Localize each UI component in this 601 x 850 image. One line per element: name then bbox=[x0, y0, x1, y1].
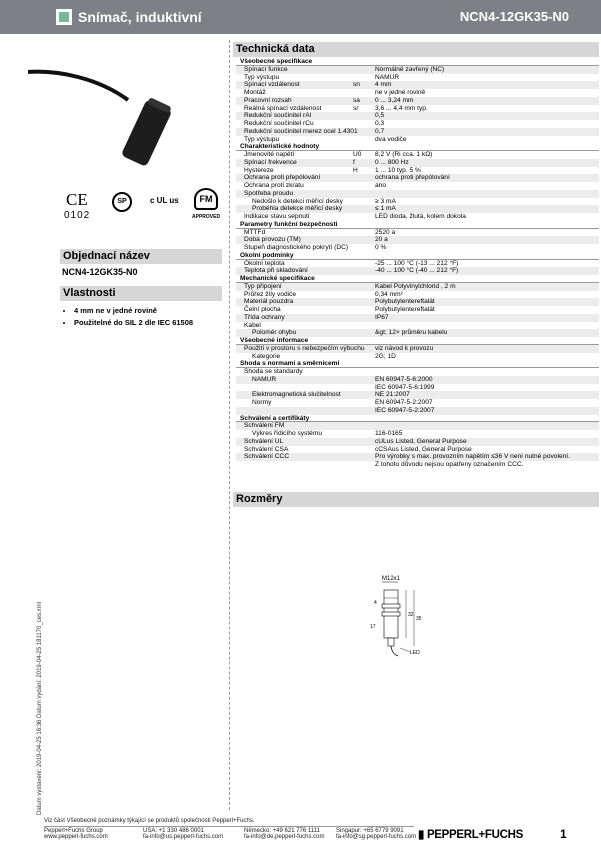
row-value: cCSAus Listed, General Purpose bbox=[375, 445, 472, 453]
side-issue-date: Datum vystavení: 2019-04-25 16:36 Datum vydání: 2019-04-25 181170_ces.xml bbox=[37, 601, 43, 815]
row-value: Z tohoto důvodu nejsou opatřeny označením CCC. bbox=[375, 461, 524, 468]
fm-approved: APPROVED bbox=[192, 214, 221, 220]
row-value: NAMUR bbox=[375, 73, 400, 81]
table-row bbox=[236, 376, 599, 384]
table-row bbox=[236, 345, 599, 353]
row-value: LED dioda, žlutá, kolem dokola bbox=[375, 213, 466, 220]
table-row bbox=[236, 167, 599, 175]
row-value: NE 21:2007 bbox=[375, 391, 410, 399]
row-label: Nedošlo k detekci měřicí desky bbox=[252, 197, 343, 205]
row-value: 116-0165 bbox=[375, 430, 403, 437]
table-row bbox=[236, 81, 599, 89]
row-label: Ochrana proti zkratu bbox=[244, 182, 304, 189]
table-row bbox=[236, 399, 599, 407]
table-row bbox=[236, 236, 599, 244]
row-label: Montáž bbox=[244, 89, 266, 96]
row-label: MTTFd bbox=[244, 228, 266, 236]
row-value: 1 ... 10 typ. 5 % bbox=[375, 166, 421, 174]
table-row bbox=[236, 128, 599, 136]
footer-col bbox=[336, 828, 416, 840]
row-value: 0,34 mm² bbox=[375, 290, 403, 298]
table-row bbox=[236, 391, 599, 399]
row-symbol: sa bbox=[353, 96, 360, 104]
row-value: 4 mm bbox=[375, 81, 392, 89]
row-label: Třída ochrany bbox=[244, 313, 285, 321]
row-symbol: sr bbox=[353, 104, 359, 112]
row-label: Doba provozu (TM) bbox=[244, 236, 301, 244]
table-row bbox=[236, 267, 599, 275]
ce-number: 0102 bbox=[64, 210, 91, 221]
csa-mark-icon: SP bbox=[112, 192, 132, 212]
footer-link[interactable]: fa-info@sg.pepperl-fuchs.com bbox=[336, 834, 417, 840]
table-row bbox=[236, 430, 599, 438]
dims-heading: Rozměry bbox=[233, 492, 599, 507]
table-row bbox=[236, 74, 599, 82]
footer-line: Pepperl+Fuchs Group bbox=[44, 828, 103, 834]
row-label: Ochrana proti přepólování bbox=[244, 174, 321, 182]
row-value: dva vodiče bbox=[375, 135, 407, 143]
dimension-drawing bbox=[362, 570, 452, 660]
column-divider bbox=[229, 40, 230, 810]
row-symbol: sn bbox=[353, 81, 360, 89]
row-label: Elektromagnetická slučitelnost bbox=[252, 391, 341, 399]
row-label: Spínací frekvence bbox=[244, 158, 297, 166]
dim-17: 17 bbox=[370, 624, 376, 630]
row-value: 2G; 1D bbox=[375, 352, 396, 360]
row-value: 0,7 bbox=[375, 127, 385, 135]
table-row bbox=[236, 407, 599, 415]
row-value: cULus Listed, General Purpose bbox=[375, 437, 467, 445]
footer-link[interactable]: fa-info@de.pepperl-fuchs.com bbox=[244, 834, 325, 840]
row-label: Všeobecné informace bbox=[240, 337, 309, 344]
header-model: NCN4-12GK35-N0 bbox=[459, 9, 569, 24]
table-row bbox=[236, 329, 599, 337]
table-row bbox=[236, 461, 599, 469]
logo-text: PEPPERL+FUCHS bbox=[426, 829, 524, 841]
row-label: Výkres řídicího systému bbox=[252, 430, 322, 437]
row-value: Pro výrobky s max. provozním napětím ≤36 V není nutné povolení. bbox=[375, 453, 570, 461]
features-list bbox=[74, 306, 193, 327]
dim-led: LED bbox=[410, 650, 420, 656]
row-label: Schválení CCC bbox=[244, 453, 290, 461]
header-title: Snímač, induktivní bbox=[78, 9, 202, 25]
table-section-row bbox=[236, 252, 599, 260]
row-label: Proběhla detekce měřicí desky bbox=[252, 205, 343, 213]
table-row bbox=[236, 446, 599, 454]
table-row bbox=[236, 353, 599, 361]
table-row bbox=[236, 105, 599, 113]
row-value: ≤ 1 mA bbox=[375, 205, 396, 213]
tech-heading: Technická data bbox=[233, 42, 599, 57]
row-label: Spínací funkce bbox=[244, 65, 288, 73]
row-label: Materiál pouzdra bbox=[244, 298, 294, 306]
row-value: -25 ... 100 °C (-13 ... 212 °F) bbox=[375, 259, 459, 267]
row-symbol: f bbox=[353, 158, 355, 166]
row-value: Polybutylentereftalát bbox=[375, 306, 435, 313]
table-row bbox=[236, 112, 599, 120]
row-value: Polybutylentereftalát bbox=[375, 298, 435, 306]
row-label: Pracovní rozsah bbox=[244, 96, 292, 104]
footer-line: Německo: +49 621 776 1111 bbox=[244, 828, 320, 834]
table-row bbox=[236, 306, 599, 314]
row-label: Normy bbox=[252, 399, 272, 406]
table-row bbox=[236, 174, 599, 182]
row-label: Typ výstupu bbox=[244, 73, 280, 81]
row-value: 2520 a bbox=[375, 228, 396, 236]
table-section-row bbox=[236, 360, 599, 368]
row-label: Hystereze bbox=[244, 166, 274, 174]
footer-col bbox=[244, 828, 324, 840]
row-label: Redukční součinitel rnerez ocel 1.4301 bbox=[244, 127, 358, 135]
table-row bbox=[236, 384, 599, 392]
row-label: Schválení UL bbox=[244, 437, 284, 445]
table-row bbox=[236, 89, 599, 97]
row-label: Všeobecné specifikace bbox=[240, 58, 313, 65]
logo-mark-icon: ▮ bbox=[418, 829, 425, 841]
table-section-row bbox=[236, 415, 599, 423]
company-logo bbox=[418, 827, 523, 841]
order-name: NCN4-12GK35-N0 bbox=[62, 267, 138, 277]
header-accent-square bbox=[59, 12, 69, 22]
row-label: Kategorie bbox=[252, 352, 281, 360]
table-row bbox=[236, 213, 599, 221]
table-row bbox=[236, 66, 599, 74]
footer-note: Viz část Všeobecné poznámky týkající se produktů společnosti Pepperl+Fuchs. bbox=[44, 818, 255, 824]
page-number: 1 bbox=[560, 827, 567, 841]
row-label: Typ připojení bbox=[244, 282, 282, 290]
table-row bbox=[236, 151, 599, 159]
footer-line: Singapur: +65 6779 9091 bbox=[336, 828, 404, 834]
fm-mark-icon: FM bbox=[194, 188, 218, 210]
row-label: Parametry funkční bezpečnosti bbox=[240, 220, 338, 228]
row-label: Mechanické specifikace bbox=[240, 275, 315, 282]
product-photo bbox=[28, 42, 208, 177]
row-label: Schválení FM bbox=[244, 422, 285, 430]
table-row bbox=[236, 291, 599, 299]
dim-4: 4 bbox=[374, 600, 377, 606]
row-value: 3,6 ... 4,4 mm typ. bbox=[375, 104, 428, 112]
table-row bbox=[236, 159, 599, 167]
row-label: Okolní podmínky bbox=[240, 251, 294, 259]
row-label: Redukční součinitel rCu bbox=[244, 120, 314, 127]
header-bar bbox=[0, 0, 601, 34]
row-label: Redukční součinitel rAl bbox=[244, 112, 312, 120]
row-value: IP67 bbox=[375, 313, 389, 321]
row-label: Průřez žíly vodiče bbox=[244, 290, 297, 298]
table-row bbox=[236, 422, 599, 430]
order-heading: Objednací název bbox=[60, 249, 222, 264]
row-value: 0 ... 800 Hz bbox=[375, 158, 409, 166]
footer-link[interactable]: fa-info@us.pepperl-fuchs.com bbox=[143, 834, 224, 840]
table-section-row bbox=[236, 143, 599, 151]
row-label: Reálná spínací vzdálenost bbox=[244, 104, 322, 112]
row-value: ano bbox=[375, 182, 387, 189]
row-label: Schválení CSA bbox=[244, 445, 289, 453]
row-label: Teplota při skladování bbox=[244, 267, 308, 275]
table-row bbox=[236, 136, 599, 144]
row-symbol: H bbox=[353, 166, 358, 174]
row-label: Stupeň diagnostického pokrytí (DC) bbox=[244, 244, 349, 251]
row-label: NAMUR bbox=[252, 375, 277, 383]
row-value: -40 ... 100 °C (-40 ... 212 °F) bbox=[375, 267, 459, 275]
row-value: ochrana proti přepólování bbox=[375, 174, 450, 182]
row-value: ≥ 3 mA bbox=[375, 197, 396, 205]
footer-col bbox=[44, 828, 108, 840]
row-label: Spínací vzdálenost bbox=[244, 81, 300, 89]
row-label: Shoda s normami a směrnicemi bbox=[240, 360, 340, 368]
footer-link[interactable]: www.pepperl-fuchs.com bbox=[44, 834, 108, 840]
table-row bbox=[236, 198, 599, 206]
ul-mark-icon: c UL us bbox=[150, 196, 179, 205]
row-value: 0,3 bbox=[375, 120, 385, 127]
dim-35: 35 bbox=[416, 616, 422, 622]
row-value: 0 ... 3,24 mm bbox=[375, 96, 414, 104]
row-value: 20 a bbox=[375, 236, 388, 244]
table-section-row bbox=[236, 275, 599, 283]
table-row bbox=[236, 314, 599, 322]
table-row bbox=[236, 120, 599, 128]
table-section-row bbox=[236, 221, 599, 229]
table-row bbox=[236, 182, 599, 190]
ce-mark: CE bbox=[66, 190, 88, 209]
row-label: Poloměr ohybu bbox=[252, 329, 297, 337]
features-heading: Vlastnosti bbox=[60, 286, 222, 301]
row-label: Spotřeba proudu bbox=[244, 189, 294, 197]
feature-item: • Použitelné do SIL 2 dle IEC 61508 bbox=[74, 318, 193, 327]
tech-table bbox=[236, 58, 599, 469]
table-row bbox=[236, 205, 599, 213]
table-row bbox=[236, 97, 599, 105]
row-value: EN 60947-5-6:2000 bbox=[375, 375, 433, 383]
footer-divider bbox=[44, 826, 414, 827]
dim-32: 32 bbox=[408, 612, 414, 618]
cert-marks bbox=[62, 190, 222, 230]
dim-thread: M12x1 bbox=[382, 576, 401, 582]
table-row bbox=[236, 283, 599, 291]
row-value: 0,5 bbox=[375, 112, 385, 120]
row-value: EN 60947-5-2:2007 bbox=[375, 399, 433, 406]
row-value: 0 % bbox=[375, 244, 387, 251]
row-label: Indikace stavu sepnutí bbox=[244, 213, 310, 220]
row-value: IEC 60947-5-2:2007 bbox=[375, 406, 435, 414]
table-section-row bbox=[236, 337, 599, 345]
row-value: viz návod k provozu bbox=[375, 344, 434, 352]
row-label: Charakteristické hodnoty bbox=[240, 143, 320, 151]
table-row bbox=[236, 244, 599, 252]
row-value: 8,2 V (Ri cca. 1 kΩ) bbox=[375, 151, 433, 158]
row-label: Shoda se standardy bbox=[244, 368, 303, 375]
row-label: Jmenovité napětí bbox=[244, 151, 295, 158]
feature-item: • 4 mm ne v jedné rovině bbox=[74, 306, 193, 315]
row-value: Kabel Polyvinylchlorid , 2 m bbox=[375, 282, 456, 290]
row-value: Normálně zavřený (NC) bbox=[375, 65, 445, 73]
table-row bbox=[236, 453, 599, 461]
footer-col bbox=[143, 828, 223, 840]
table-section-row bbox=[236, 58, 599, 66]
table-row bbox=[236, 368, 599, 376]
row-value: IEC 60947-5-6:1999 bbox=[375, 383, 435, 391]
footer-line: USA: +1 330 486 0001 bbox=[143, 828, 204, 834]
row-label: Schválení a certifikáty bbox=[240, 414, 310, 422]
row-value: &gt; 12× průměru kabelu bbox=[375, 329, 448, 337]
row-label: Okolní teplota bbox=[244, 259, 285, 267]
table-row bbox=[236, 190, 599, 198]
table-row bbox=[236, 229, 599, 237]
table-row bbox=[236, 298, 599, 306]
row-symbol: U0 bbox=[353, 151, 362, 158]
table-row bbox=[236, 438, 599, 446]
row-label: Čelní plocha bbox=[244, 306, 281, 313]
row-label: Typ výstupu bbox=[244, 135, 280, 143]
row-label: Kabel bbox=[244, 321, 261, 329]
row-value: ne v jedné rovině bbox=[375, 89, 426, 96]
row-label: Použití v prostoru s nebezpečím výbuchu bbox=[244, 344, 365, 352]
